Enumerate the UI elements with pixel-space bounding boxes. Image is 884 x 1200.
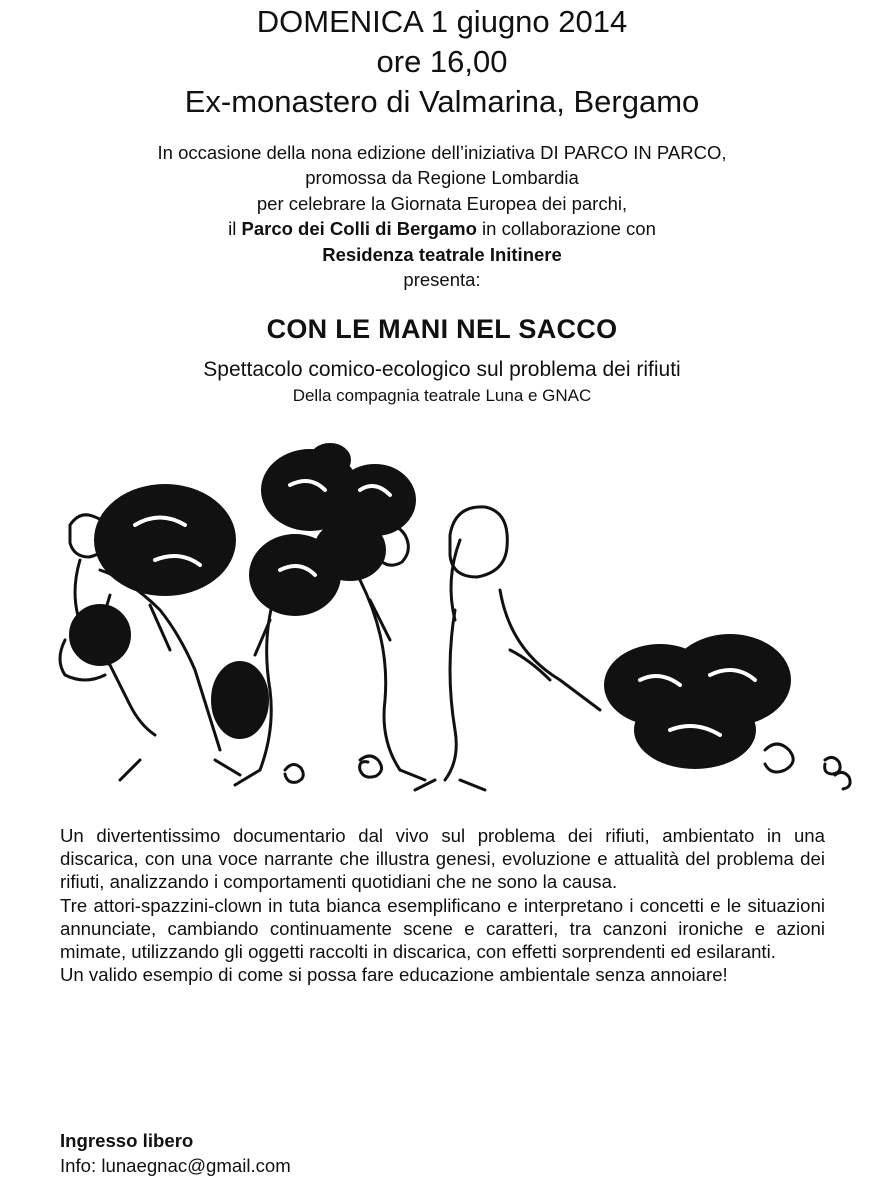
contact-info: Info: lunaegnac@gmail.com (60, 1155, 291, 1176)
intro-line: promossa da Regione Lombardia (305, 167, 579, 189)
description-paragraph: Un divertentissimo documentario dal vivo sul problema dei rifiuti, ambientato in una discarica, con una voce narrante che illustra genesi, evoluzione e attualità del problema dei rifiuti, analizzando i comportamenti quotidiani che ne sono la causa. (60, 825, 825, 893)
partner-name: Residenza teatrale Initinere (322, 243, 562, 265)
intro-line: per celebrare la Giornata Europea dei parchi, (256, 192, 628, 214)
intro-text: in collaborazione con (476, 218, 656, 240)
event-venue: Ex-monastero di Valmarina, Bergamo (184, 84, 700, 119)
park-name: Parco dei Colli di Bergamo (241, 218, 477, 240)
show-company: Della compagnia teatrale Luna e GNAC (292, 386, 592, 405)
footer (60, 1128, 291, 1178)
intro-line: presenta: (403, 269, 481, 291)
show-title: CON LE MANI NEL SACCO (266, 314, 618, 344)
entry-info: Ingresso libero (60, 1130, 194, 1151)
intro-block (0, 140, 884, 292)
event-header (0, 0, 884, 122)
show-subtitle: Spettacolo comico-ecologico sul problema dei rifiuti (203, 358, 681, 381)
intro-text: il (228, 218, 242, 240)
description-paragraph: Tre attori-spazzini-clown in tuta bianca esemplificano e interpretano i concetti e le situazioni annunciate, cambiando continuamente scene e caratteri, tra canzoni ironiche e azioni mimate, utilizzando gli oggetti raccolti in discarica, con effetti sorprendenti ed esilaranti. (60, 894, 825, 963)
event-time: ore 16,00 (376, 44, 508, 79)
intro-line: In occasione della nona edizione dell’iniziativa DI PARCO IN PARCO, (157, 142, 727, 163)
trash-bags-clowns-illustration (40, 430, 870, 810)
event-date: DOMENICA 1 giugno 2014 (256, 4, 628, 39)
description-paragraph: Un valido esempio di come si possa fare educazione ambientale senza annoiare! (60, 964, 728, 986)
intro-line (0, 216, 884, 241)
description (60, 824, 825, 986)
